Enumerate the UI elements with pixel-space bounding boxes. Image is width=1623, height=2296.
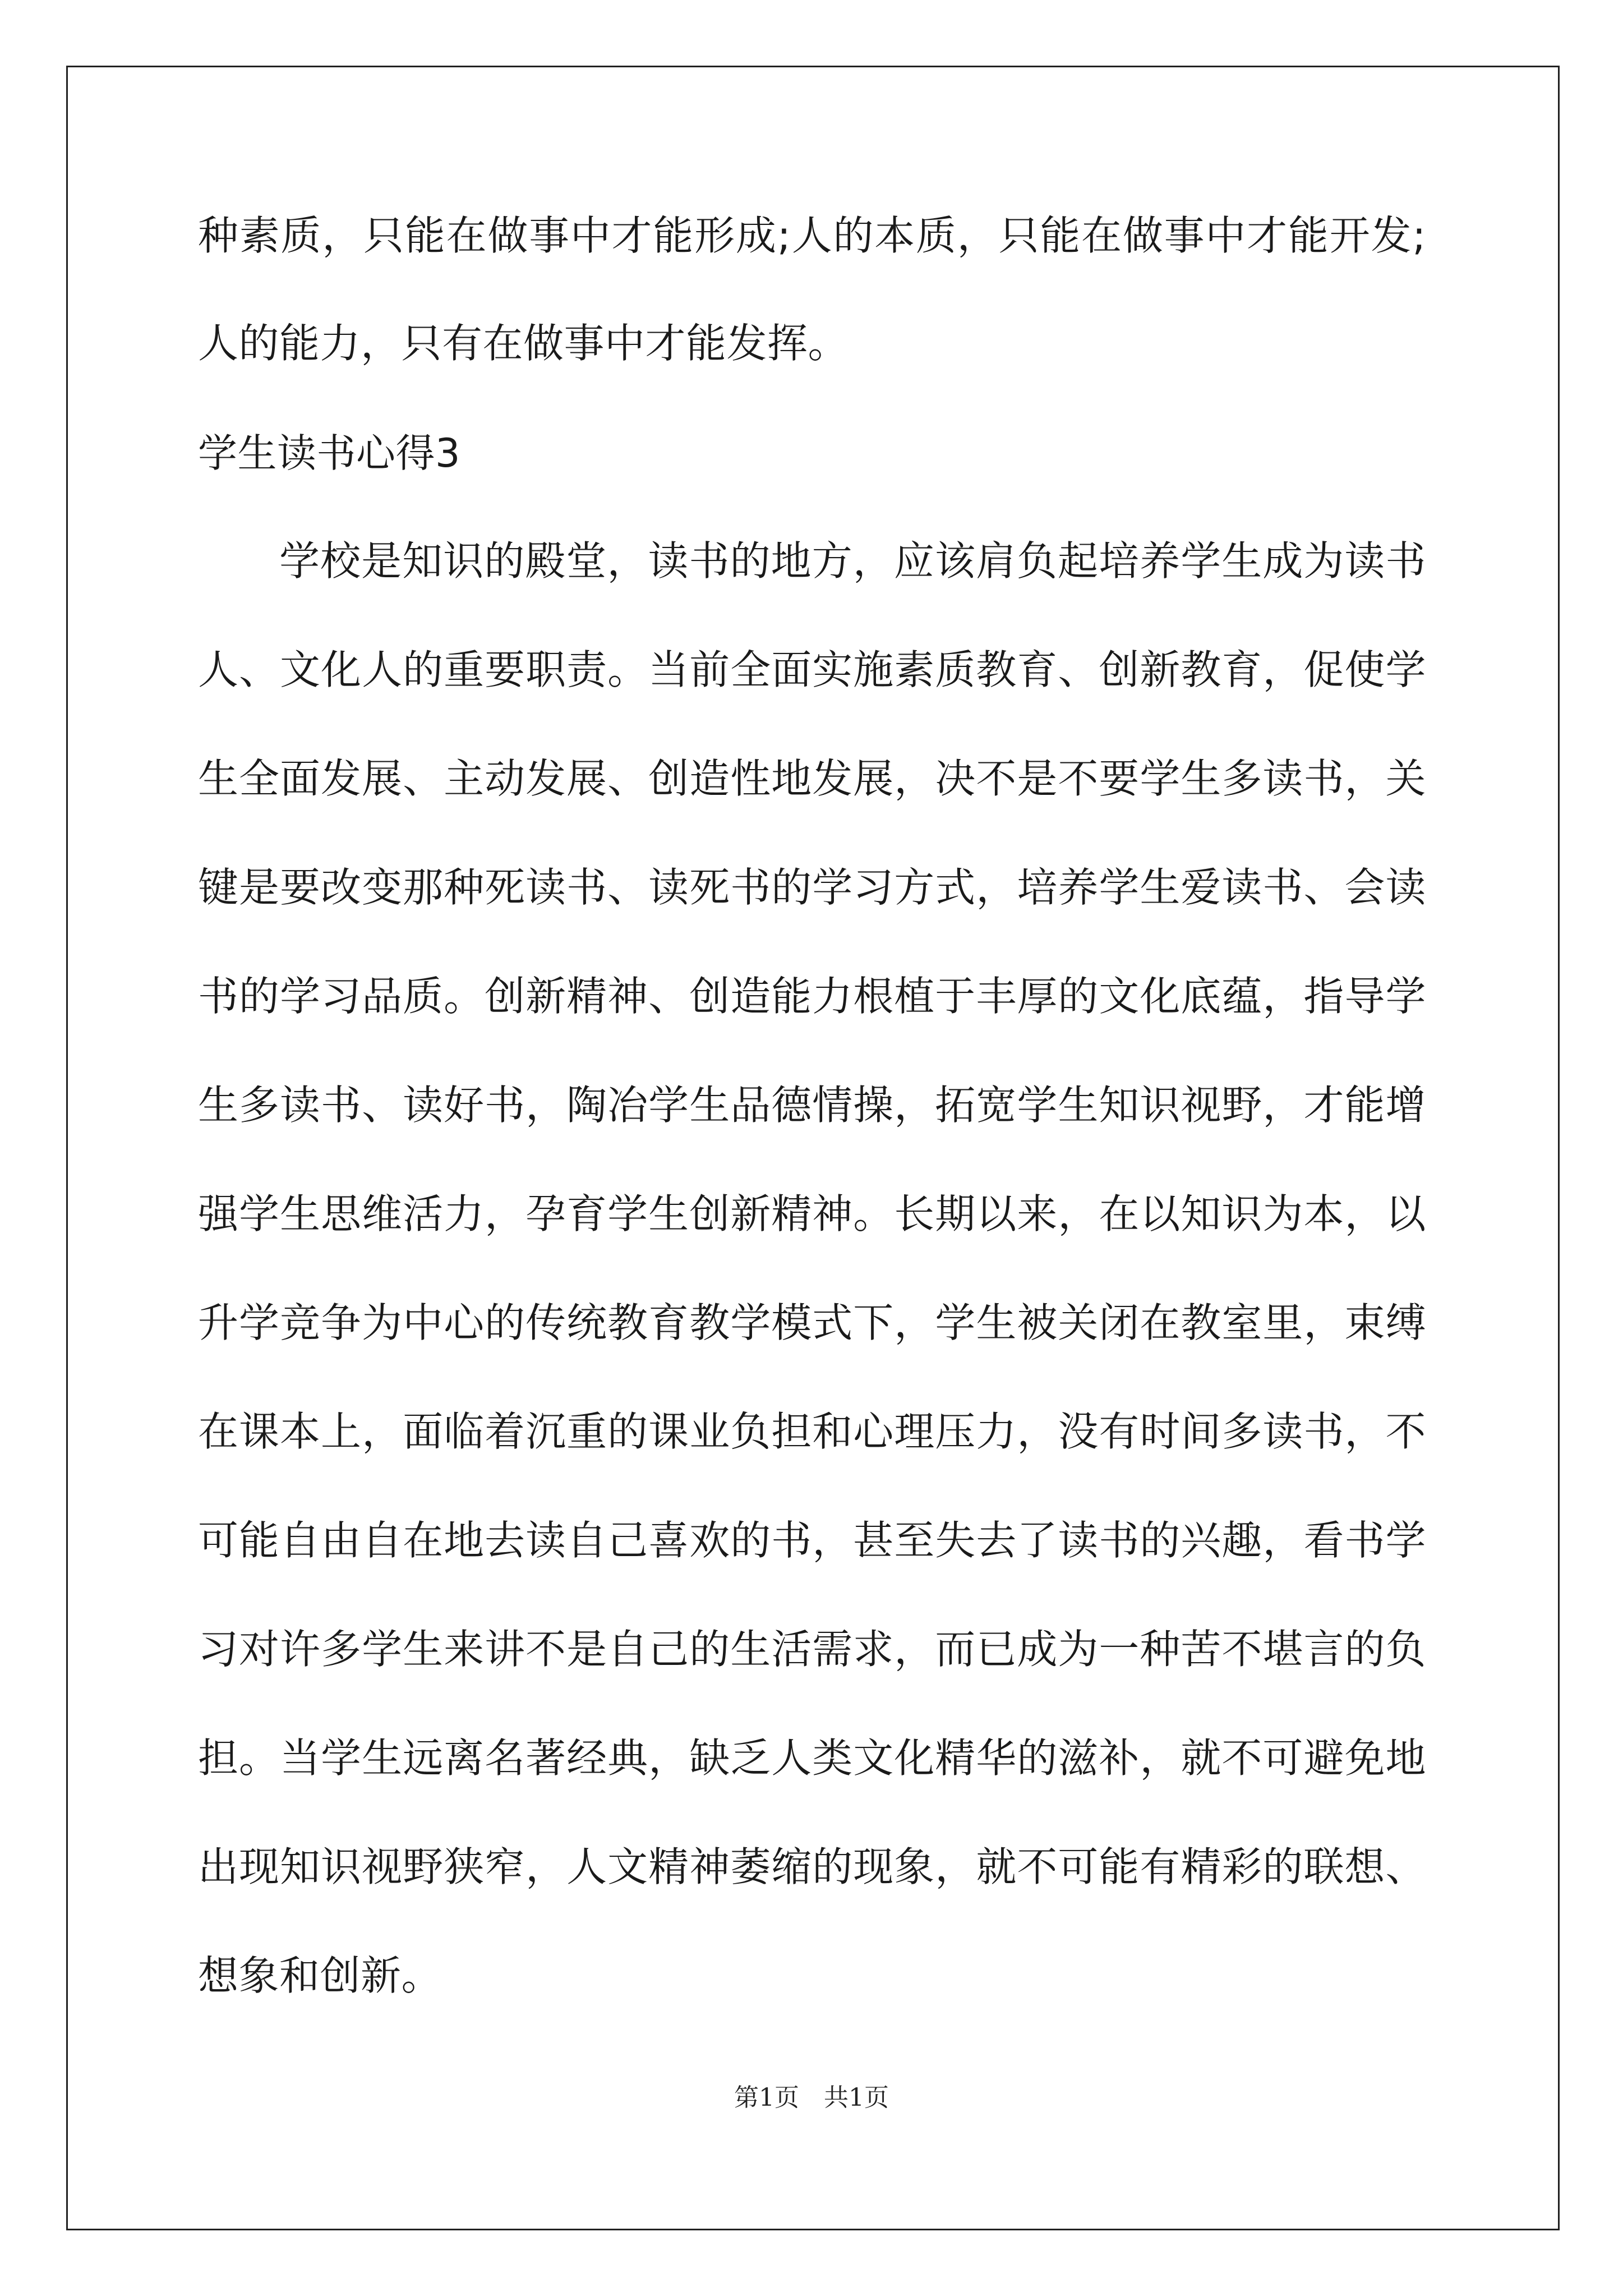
text-line: 键是要改变那种死读书、读死书的学习方式，培养学生爱读书、会读 [198, 864, 1426, 911]
text-line: 生全面发展、主动发展、创造性地发展，决不是不要学生多读书，关 [198, 755, 1426, 802]
page-footer [0, 2081, 1623, 2115]
text-line: 人的能力，只有在做事中才能发挥。 [198, 320, 849, 367]
text-line: 习对许多学生来讲不是自己的生活需求，而已成为一种苦不堪言的负 [198, 1626, 1426, 1673]
text-line: 强学生思维活力，孕育学生创新精神。长期以来，在以知识为本，以 [198, 1190, 1426, 1237]
text-line: 生多读书、读好书，陶冶学生品德情操，拓宽学生知识视野，才能增 [198, 1082, 1426, 1129]
text-line: 人、文化人的重要职责。当前全面实施素质教育、创新教育，促使学 [198, 646, 1426, 693]
text-line: 担。当学生远离名著经典，缺乏人类文化精华的滋补，就不可避免地 [198, 1734, 1426, 1782]
text-line: 想象和创新。 [198, 1952, 442, 1999]
text-line: 种素质，只能在做事中才能形成;人的本质，只能在做事中才能开发; [198, 212, 1426, 259]
text-line: 升学竞争为中心的传统教育教学模式下，学生被关闭在教室里，束缚 [198, 1299, 1426, 1346]
text-line: 学校是知识的殿堂，读书的地方，应该肩负起培养学生成为读书 [279, 537, 1426, 585]
text-line: 书的学习品质。创新精神、创造能力根植于丰厚的文化底蕴，指导学 [198, 973, 1426, 1020]
text-line: 出现知识视野狭窄，人文精神萎缩的现象，就不可能有精彩的联想、 [198, 1843, 1426, 1890]
page-number: 第1页 [734, 2083, 799, 2112]
page-border [66, 66, 1560, 2230]
text-line: 可能自由自在地去读自己喜欢的书，甚至失去了读书的兴趣，看书学 [198, 1517, 1426, 1564]
text-line: 在课本上，面临着沉重的课业负担和心理压力，没有时间多读书，不 [198, 1408, 1426, 1455]
section-title: 学生读书心得3 [198, 430, 461, 476]
page-total: 共1页 [824, 2083, 889, 2112]
